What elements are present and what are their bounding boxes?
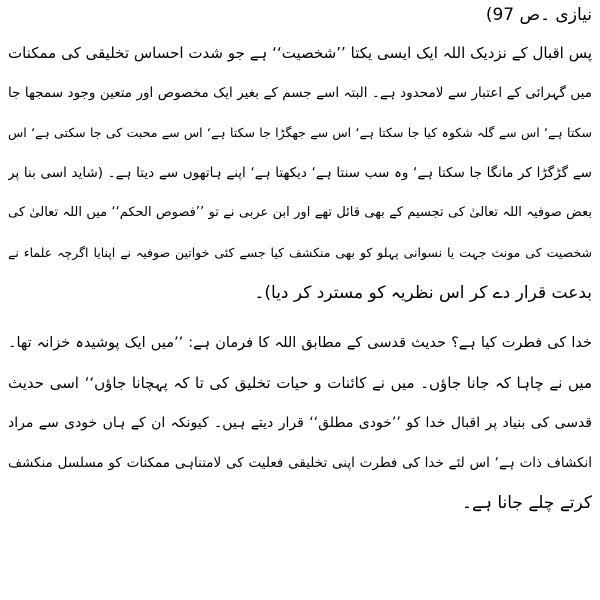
text-line: خدا کی فطرت کیا ہے؟ حدیث قدسی کے مطابق اللہ کا فرمان ہے: ’’میں ایک پوشیدہ خزانہ تھا۔ (8, 335, 592, 351)
text-line: کرتے چلے جانا ہے۔ (462, 493, 592, 513)
text-line: پس اقبال کے نزدیک اللہ ایک ایسی یکتا ’’شخصیت‘‘ ہے جو شدت احساس تخلیقی کی ممکنات (8, 44, 592, 62)
text-line: بعض صوفیہ اللہ تعالیٰ کی تجسیم کے بھی قائل تھے اور ابن عربی نے تو ’’فصوص الحکم‘‘ میں اللہ تعالیٰ کی (8, 205, 592, 220)
citation-header: نیازی ۔ص 97) (485, 5, 592, 25)
text-line: سے گڑگڑا کر مانگا جا سکتا ہے‘ وہ سب سنتا ہے‘ دیکھتا ہے‘ اپنے ہاتھوں سے دیتا ہے۔ (شاید اسی بنا پر (8, 165, 592, 181)
text-line: بدعت قرار دے کر اس نظریہ کو مسترد کر دیا)۔ (254, 283, 592, 303)
text-line: میں نے چاہا کہ جانا جاؤں۔ میں نے کائنات و حیات تخلیق کی تا کہ پہچانا جاؤں‘‘ اسی حدیث (8, 374, 592, 392)
text-line: میں گہرائی کے اعتبار سے لامحدود ہے۔ البتہ اسے جسم کے بغیر ایک مخصوص اور متعین وجود سمجھا جا (8, 85, 592, 101)
text-line: شخصیت کی مونث جہت یا نسوانی پہلو کو بھی منکشف کیا جسے کئی خواتین صوفیہ نے اپنایا اگرچہ علماء نے (8, 245, 592, 260)
text-line: سکتا ہے‘ اس سے گلہ شکوہ کیا جا سکتا ہے‘ اس سے جھگڑا جا سکتا ہے‘ اس سے محبت کی جا سکتی ہے‘ اس (8, 125, 592, 140)
text-line: قدسی کی بنیاد پر اقبال خدا کو ’’خودی مطلق‘‘ قرار دیتے ہیں۔ کیونکہ ان کے ہاں خودی سے مراد (8, 415, 592, 431)
text-line: انکشاف ذات ہے‘ اس لئے خدا کی فطرت اپنی تخلیقی فعلیت کی لامتناہی ممکنات کو مسلسل منکشف (8, 455, 592, 471)
